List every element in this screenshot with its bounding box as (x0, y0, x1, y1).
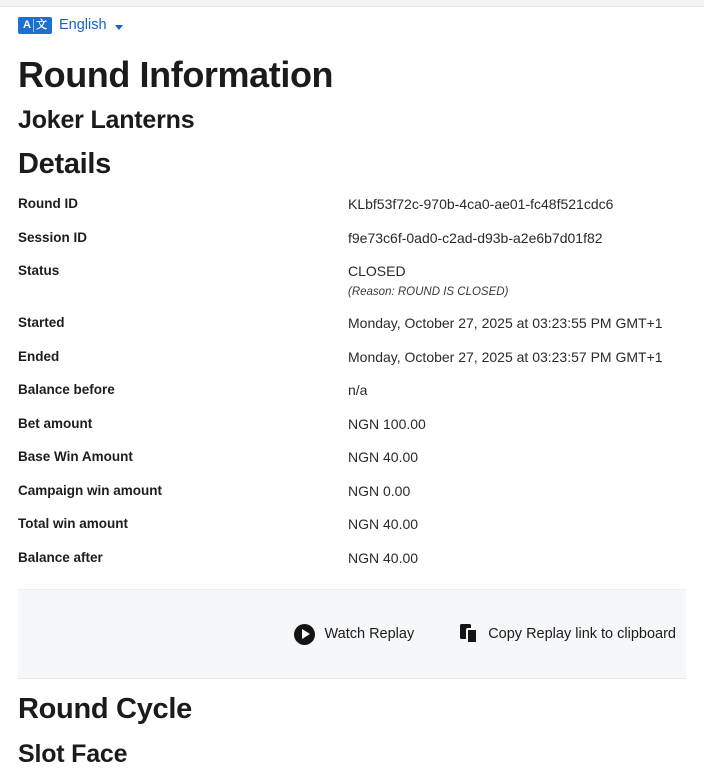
row-label: Campaign win amount (18, 482, 163, 498)
translate-icon (18, 17, 52, 34)
row-label: Ended (18, 348, 60, 364)
replay-actions-panel (18, 589, 686, 679)
main-content (0, 54, 704, 769)
row-label: Bet amount (18, 415, 93, 431)
page-title: Round Information (18, 54, 334, 95)
row-label: Total win amount (18, 516, 128, 532)
translate-icon-divider (33, 19, 34, 32)
slot-face-title: Slot Face (18, 740, 128, 769)
copy-icon (460, 624, 479, 644)
row-value: KLbf53f72c-970b-4ca0-ae01-fc48f521cdc6 (348, 196, 614, 213)
row-value: Monday, October 27, 2025 at 03:23:57 PM GMT+1 (348, 348, 663, 365)
table-row (18, 483, 686, 517)
top-strip (0, 0, 704, 7)
copy-replay-link-button[interactable] (460, 624, 676, 644)
row-label: Balance after (18, 549, 103, 565)
round-cycle-title: Round Cycle (18, 693, 192, 726)
status-reason: (Reason: ROUND IS CLOSED) (348, 285, 509, 298)
table-row (18, 382, 686, 416)
table-row (18, 516, 686, 550)
row-value: NGN 0.00 (348, 482, 411, 499)
watch-replay-label: Watch Replay (324, 626, 415, 643)
row-label: Round ID (18, 196, 78, 212)
chevron-down-icon[interactable] (115, 25, 123, 30)
play-icon (294, 624, 315, 645)
row-label: Started (18, 315, 65, 331)
language-selector[interactable] (0, 7, 704, 38)
table-row (18, 449, 686, 483)
row-value: Monday, October 27, 2025 at 03:23:55 PM GMT+1 (348, 315, 663, 332)
copy-icon-front-sheet (466, 628, 478, 644)
translate-icon-source-letter: A (23, 19, 31, 31)
table-row (18, 196, 686, 230)
row-label: Balance before (18, 382, 115, 398)
table-row (18, 230, 686, 264)
row-label: Base Win Amount (18, 449, 133, 465)
row-value: NGN 40.00 (348, 516, 419, 533)
row-label: Status (18, 263, 60, 279)
status-badge: CLOSED (348, 263, 406, 280)
table-row (18, 416, 686, 450)
copy-replay-link-label: Copy Replay link to clipboard (488, 626, 676, 643)
table-row (18, 349, 686, 383)
row-value: n/a (348, 382, 368, 399)
row-label: Session ID (18, 229, 88, 245)
row-value (348, 263, 686, 315)
row-value: NGN 40.00 (348, 549, 419, 566)
details-section-title: Details (18, 148, 111, 181)
watch-replay-button[interactable] (294, 624, 414, 645)
table-row (18, 550, 686, 582)
game-name: Joker Lanterns (18, 106, 195, 135)
language-label[interactable]: English (59, 17, 107, 34)
translate-icon-target-letter: 文 (35, 19, 47, 31)
details-table (18, 196, 686, 581)
row-value: NGN 40.00 (348, 449, 419, 466)
row-value: f9e73c6f-0ad0-c2ad-d93b-a2e6b7d01f82 (348, 229, 603, 246)
table-row (18, 315, 686, 349)
row-value: NGN 100.00 (348, 415, 426, 432)
table-row (18, 263, 686, 315)
